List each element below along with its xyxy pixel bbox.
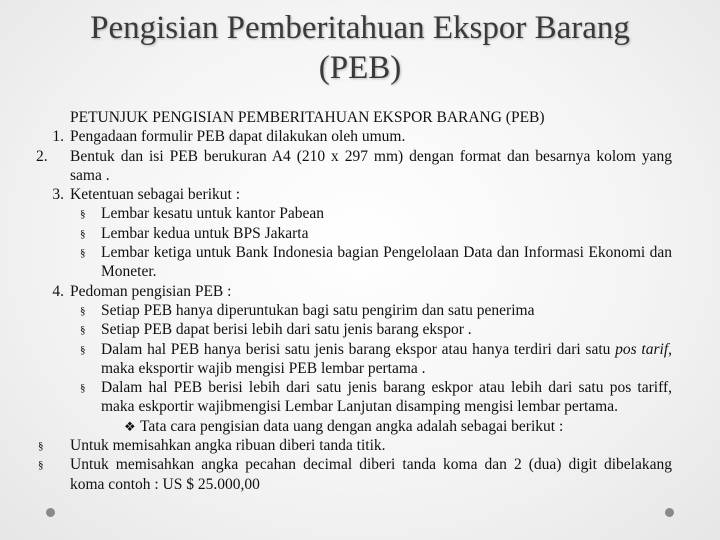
list-item-3	[36, 185, 672, 204]
square-bullet-icon: §	[80, 382, 86, 395]
square-bullet-icon: §	[38, 440, 44, 453]
sub-list-text: Lembar ketiga untuk Bank Indonesia bagian Pengelolaan Data dan Informasi Ekonomi dan Moneter.	[101, 244, 672, 281]
square-bullet-icon: §	[80, 208, 86, 221]
list-item-text: Pengadaan formulir PEB dapat dilakukan oleh umum.	[70, 128, 406, 146]
corner-dot-left	[46, 508, 55, 517]
sub-list-item	[36, 301, 672, 320]
square-bullet-icon: §	[80, 324, 86, 337]
bullet-item-text: Untuk memisahkan angka pecahan decimal diberi tanda koma dan 2 (dua) digit dibelakang koma contoh : US $ 25.000,00	[70, 456, 672, 493]
bullet-item	[36, 455, 672, 494]
diamond-item	[36, 417, 672, 436]
sub-list-text: Lembar kedua untuk BPS Jakarta	[101, 224, 309, 242]
list-item-2	[36, 147, 672, 186]
pos-tarif-italic: pos tarif	[615, 340, 669, 358]
bullet-item-text: Untuk memisahkan angka ribuan diberi tanda titik.	[70, 437, 386, 455]
square-bullet-icon: §	[80, 247, 86, 260]
diamond-bullet-icon: ❖	[124, 418, 136, 434]
section-heading: PETUNJUK PENGISIAN PEMBERITAHUAN EKSPOR BARANG (PEB)	[70, 109, 545, 126]
list-item-4	[36, 282, 672, 301]
slide-body	[36, 108, 672, 494]
sub-list-text: Dalam hal PEB hanya berisi satu jenis barang ekspor atau hanya terdiri dari satu pos tarif, maka eksportir wajib mengisi PEB lembar pertama .	[101, 340, 672, 377]
list-item-text: Ketentuan sebagai berikut :	[70, 186, 241, 204]
sub-list-item	[36, 204, 672, 223]
sub-list-text: Setiap PEB hanya diperuntukan bagi satu pengirim dan satu penerima	[101, 301, 535, 319]
square-bullet-icon: §	[80, 304, 86, 317]
corner-dot-right	[665, 508, 674, 517]
sub-list-item	[36, 340, 672, 379]
slide-title-line-1: Pengisian Pemberitahuan Ekspor Barang	[90, 10, 630, 46]
list-item-1	[36, 127, 672, 146]
sub-list-item	[36, 224, 672, 243]
square-bullet-icon: §	[38, 459, 44, 472]
list-number: 2.	[36, 147, 48, 165]
list-item-text: Pedoman pengisian PEB :	[70, 282, 232, 300]
sub-list-item	[36, 320, 672, 339]
slide-title	[0, 8, 720, 88]
bullet-item	[36, 436, 672, 455]
sub-list-text: Dalam hal PEB berisi lebih dari satu jenis barang eskpor atau lebih dari satu pos tariff, maka eskportir wajibmengisi Lembar Lanjutan disamping mengisi lembar pertama.	[101, 379, 672, 416]
sub-list-item	[36, 378, 672, 417]
slide-title-line-2: (PEB)	[318, 50, 402, 86]
list-number: 4.	[52, 282, 64, 300]
diamond-item-text: Tata cara pengisian data uang dengan angka adalah sebagai berikut :	[140, 417, 564, 435]
sub-list-text: Setiap PEB dapat berisi lebih dari satu jenis barang ekspor .	[101, 321, 472, 339]
square-bullet-icon: §	[80, 343, 86, 356]
sub-list-text: Lembar kesatu untuk kantor Pabean	[101, 205, 324, 223]
list-number: 3.	[52, 186, 64, 204]
sub-list-item	[36, 243, 672, 282]
list-item-text: Bentuk dan isi PEB berukuran A4 (210 x 297 mm) dengan format dan besarnya kolom yang sama .	[70, 147, 672, 184]
list-number: 1.	[52, 128, 64, 146]
square-bullet-icon: §	[80, 227, 86, 240]
